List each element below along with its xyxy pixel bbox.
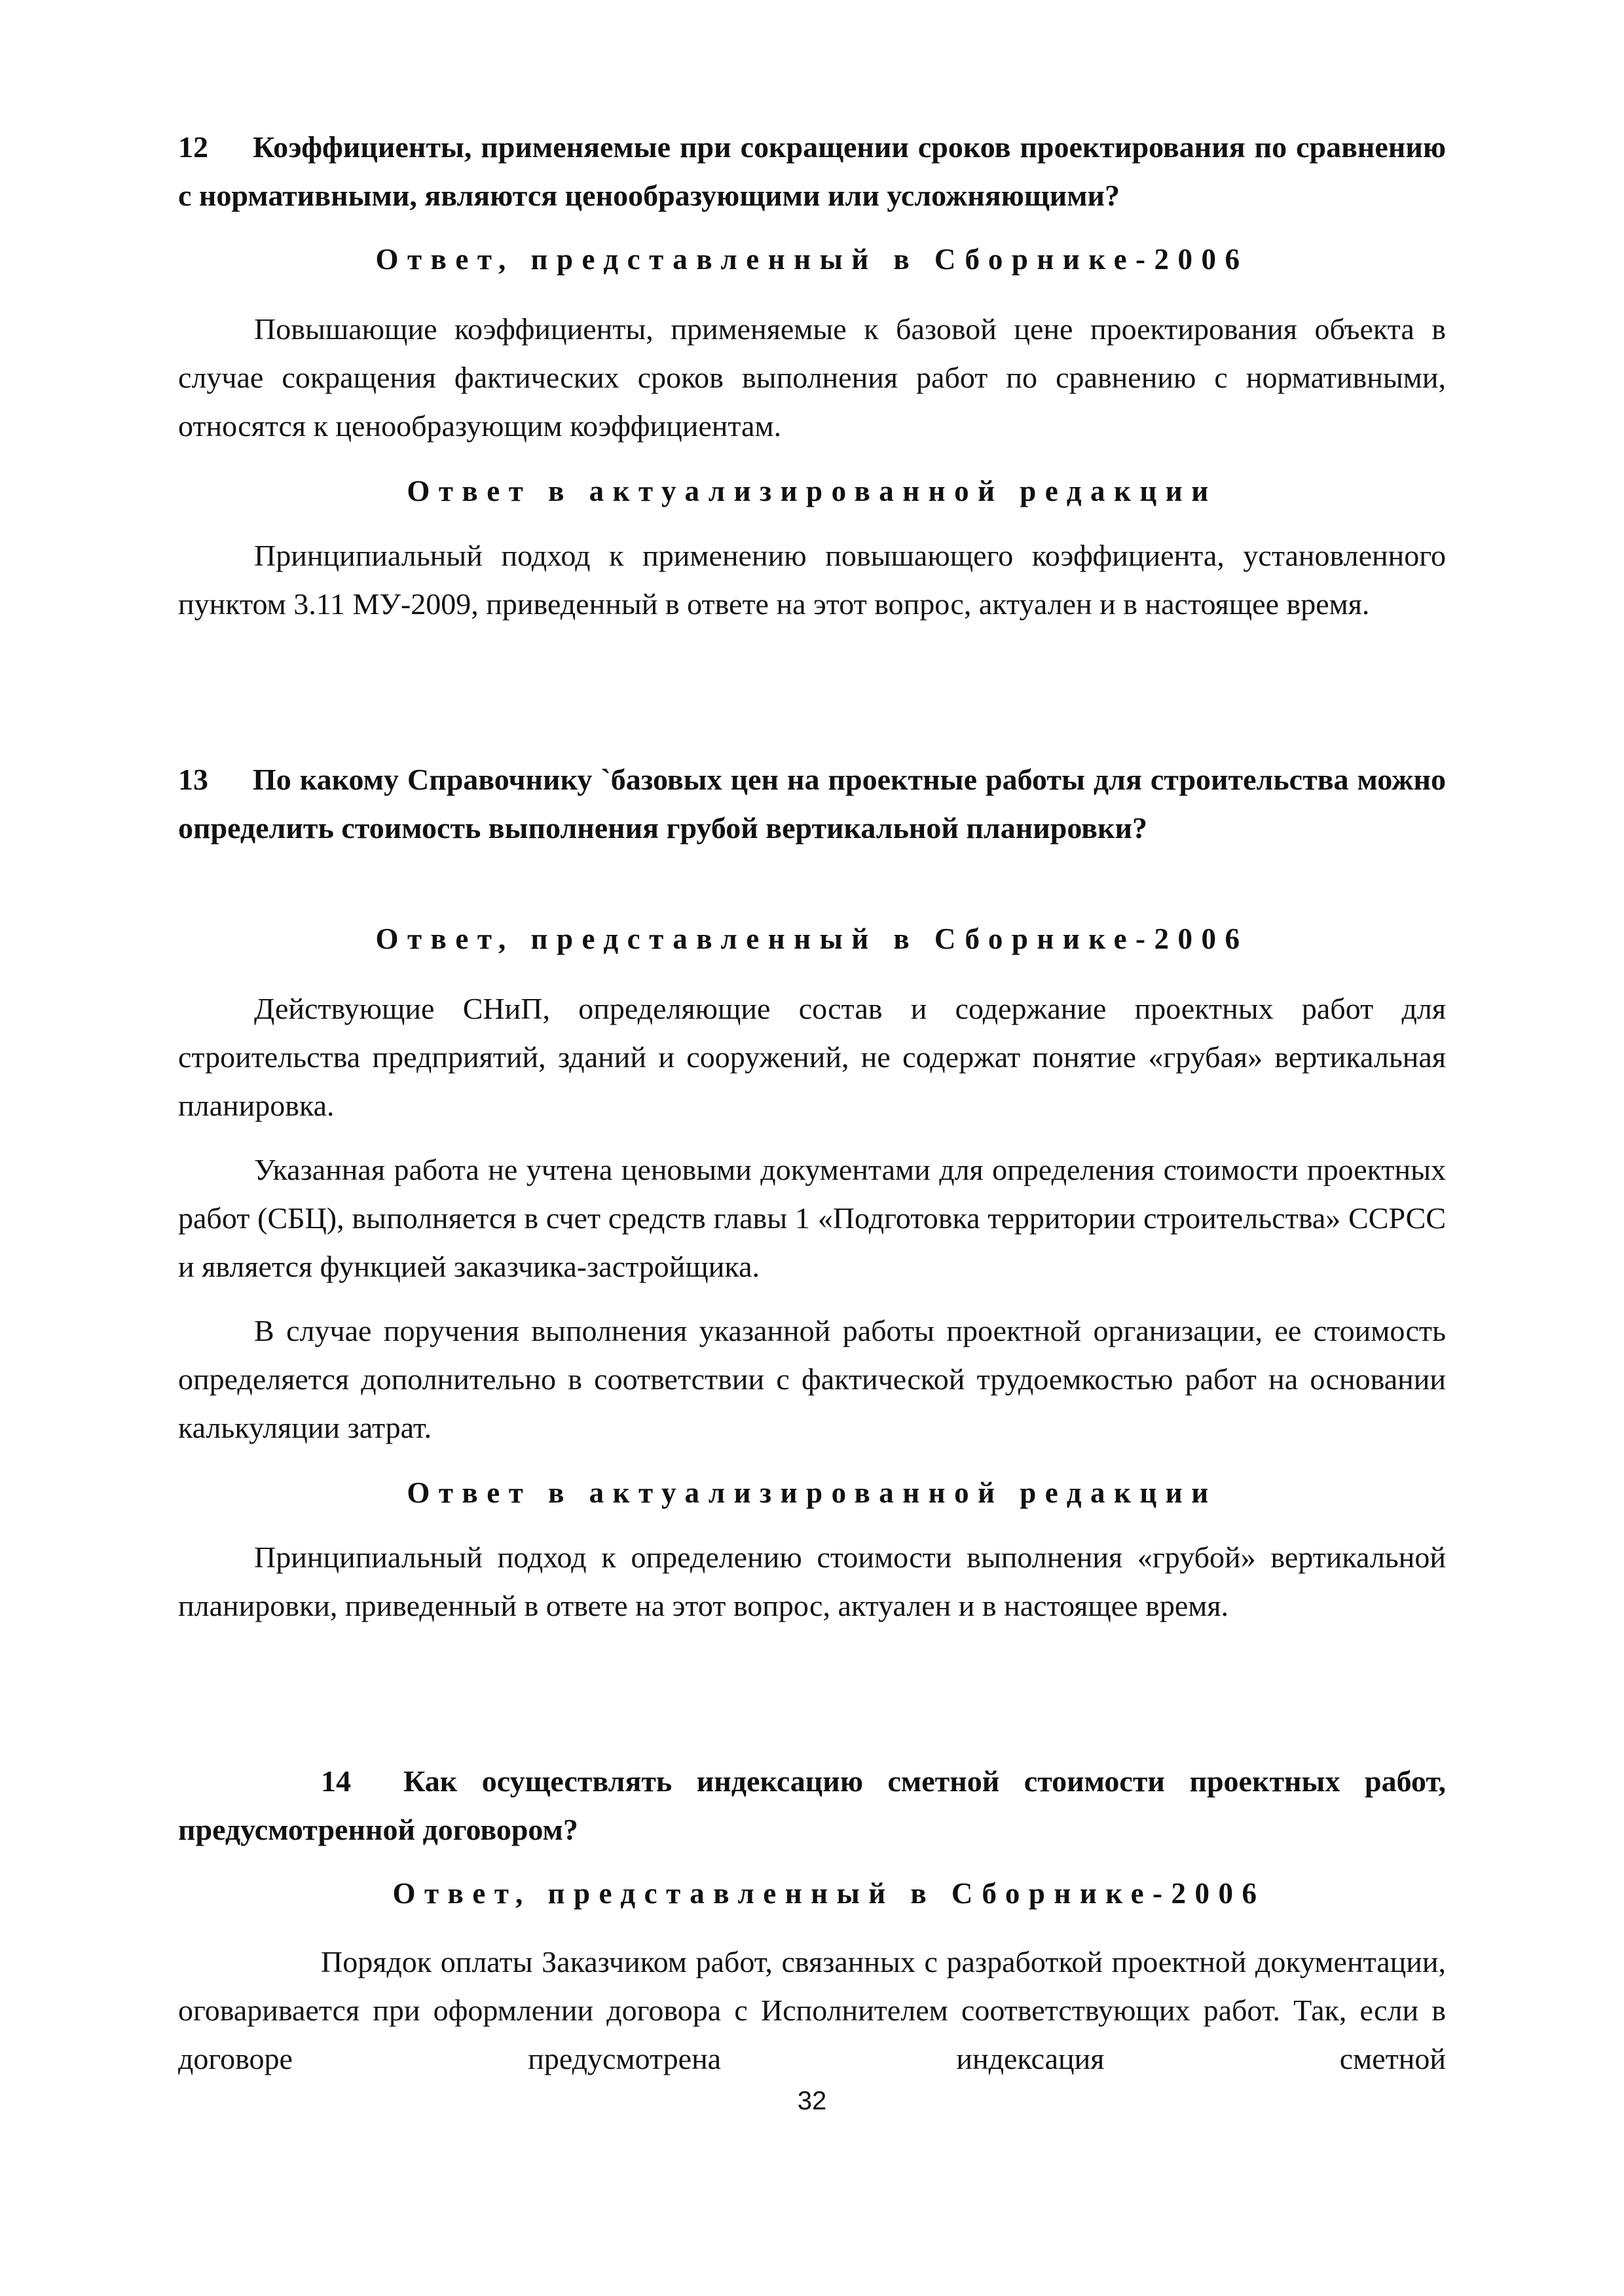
question-14-number: 14 xyxy=(321,1764,351,1798)
document-page xyxy=(178,0,1446,2296)
answer-updated-heading-q13: Ответ в актуализированной редакции xyxy=(407,1476,1217,1509)
answer-2006-paragraph-q12-1: Повышающие коэффициенты, применяемые к базовой цене проектирования объекта в случае сокращения фактических сроков выполнения работ по сравнению с нормативными, относятся к ценообразующим коэффициентам. xyxy=(178,312,1446,443)
answer-2006-paragraph-q13-1: Действующие СНиП, определяющие состав и содержание проектных работ для строительства предприятий, зданий и сооружений, не содержат понятие «грубая» вертикальная планировка. xyxy=(178,992,1446,1122)
answer-2006-paragraph-q13-2: Указанная работа не учтена ценовыми документами для определения стоимости проектных работ (СБЦ), выполняется в счет средств главы 1 «Подготовка территории строительства» ССРСС и является функцией заказчика-застройщика. xyxy=(178,1153,1446,1283)
answer-2006-heading-q13: Ответ, представленный в Сборнике-2006 xyxy=(375,922,1249,955)
answer-2006-paragraph-q14-1: Порядок оплаты Заказчиком работ, связанных с разработкой проектной документации, оговаривается при оформлении договора с Исполнителем соответствующих работ. Так, если в договоре предусмотрена индексация сметной xyxy=(178,1945,1446,2075)
question-13-number: 13 xyxy=(178,763,208,796)
answer-2006-heading-q12: Ответ, представленный в Сборнике-2006 xyxy=(375,243,1249,276)
answer-2006-heading-q14: Ответ, представленный в Сборнике-2006 xyxy=(392,1877,1266,1910)
question-13-text: По какому Справочнику `базовых цен на проектные работы для строительства можно определить стоимость выполнения грубой вертикальной планировки? xyxy=(178,763,1446,845)
question-12-title xyxy=(178,123,1446,220)
question-14-text: Как осуществлять индексацию сметной стоимости проектных работ, предусмотренной договором? xyxy=(178,1764,1446,1846)
answer-updated-paragraph-q12-1: Принципиальный подход к применению повышающего коэффициента, установленного пунктом 3.11 МУ-2009, приведенный в ответе на этот вопрос, актуален и в настоящее время. xyxy=(178,539,1446,621)
question-13-title xyxy=(178,756,1446,852)
answer-2006-paragraph-q13-3: В случае поручения выполнения указанной работы проектной организации, ее стоимость определяется дополнительно в соответствии с фактической трудоемкостью работ на основании калькуляции затрат. xyxy=(178,1314,1446,1444)
answer-updated-paragraph-q13-1: Принципиальный подход к определению стоимости выполнения «грубой» вертикальной планировки, приведенный в ответе на этот вопрос, актуален и в настоящее время. xyxy=(178,1540,1446,1622)
question-14-title xyxy=(178,1757,1446,1854)
answer-updated-heading-q12: Ответ в актуализированной редакции xyxy=(407,475,1217,507)
question-12-text: Коэффициенты, применяемые при сокращении сроков проектирования по сравнению с нормативными, являются ценообразующими или усложняющими? xyxy=(178,130,1446,212)
page-number: 32 xyxy=(797,2086,827,2115)
question-12-number: 12 xyxy=(178,130,208,164)
